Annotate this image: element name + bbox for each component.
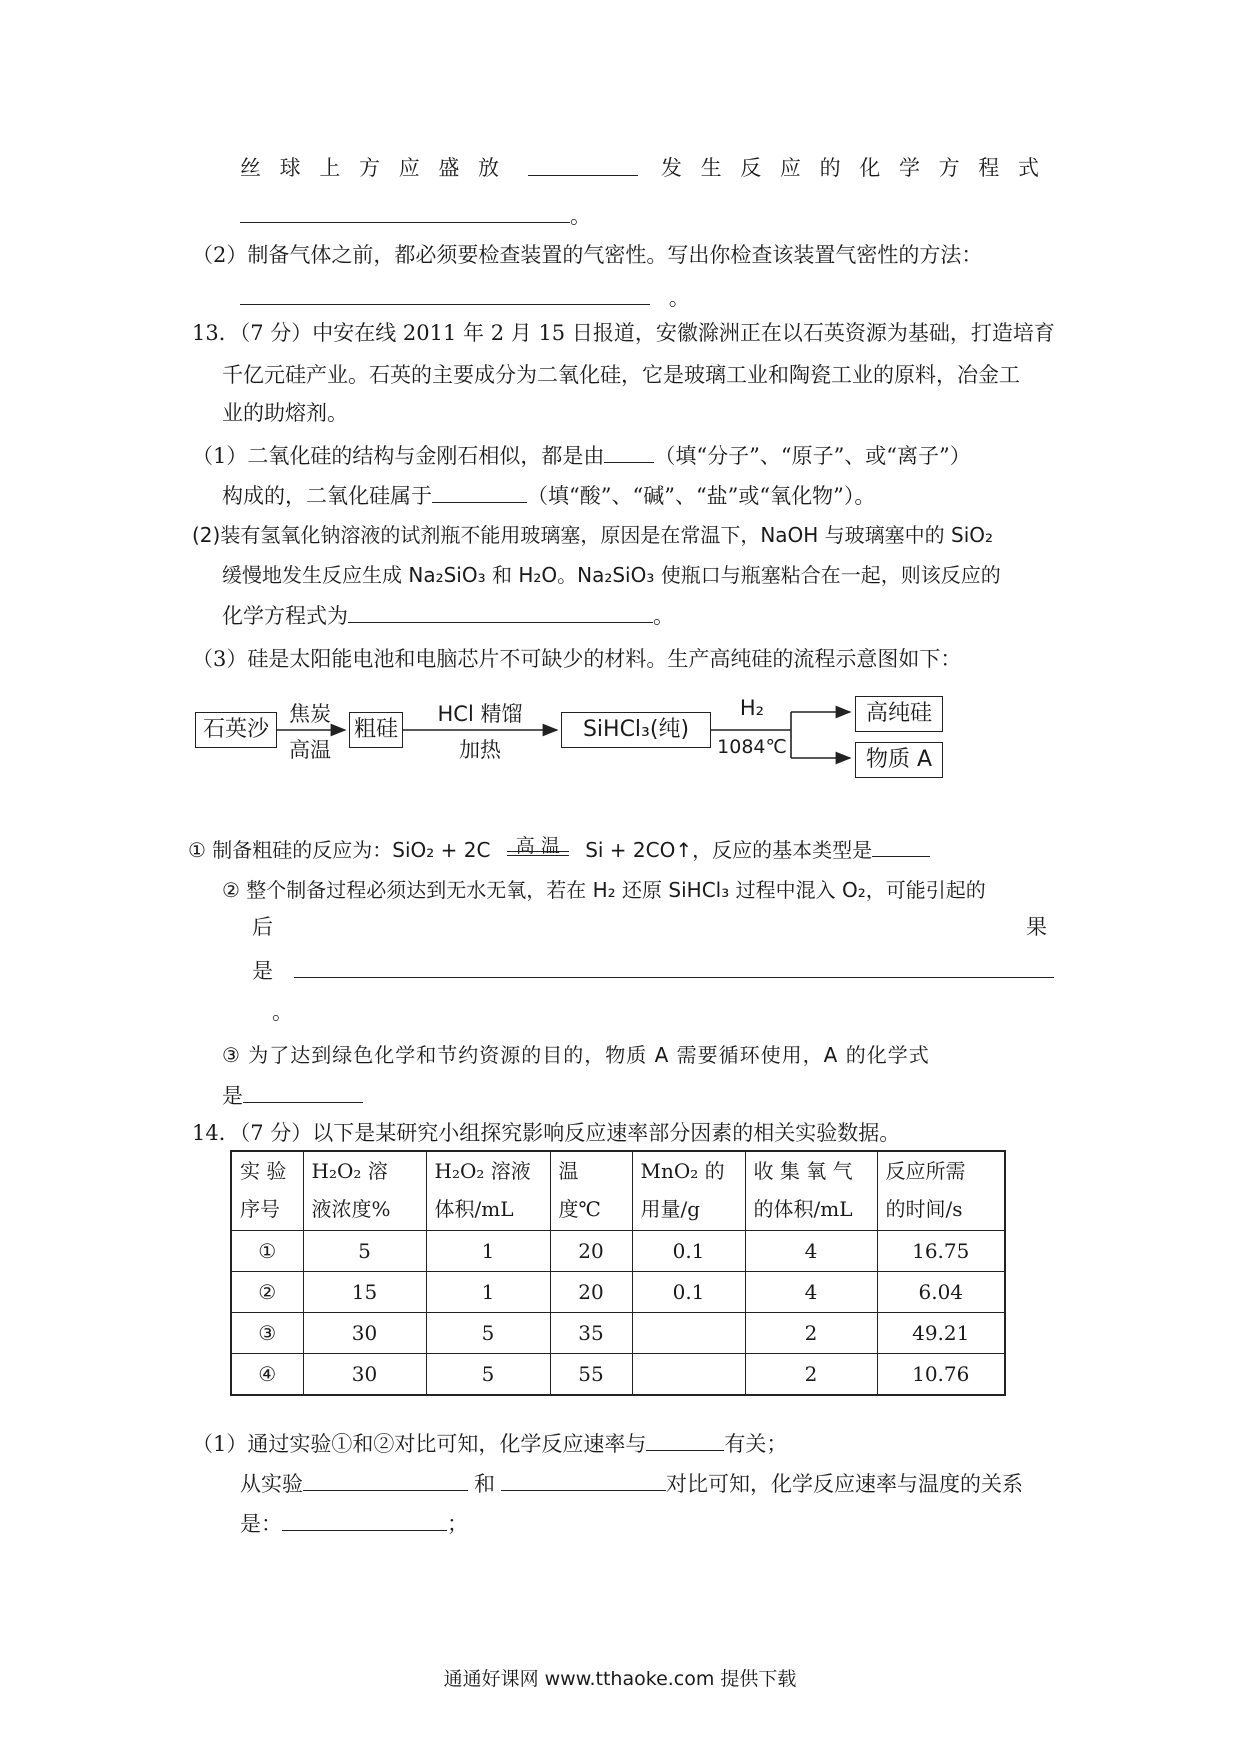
table-cell[interactable] <box>632 1354 745 1396</box>
q13-intro-1: 13．（7 分）中安在线 2011 年 2 月 15 日报道，安徽滁洲正在以石英资源为基础，打造培育 <box>192 321 1055 345</box>
q13-sub2-line2 <box>252 912 1047 942</box>
experiment-data-table <box>230 1150 1006 1396</box>
table-row <box>231 1231 1005 1272</box>
table-cell: 2 <box>745 1313 877 1354</box>
silicon-production-flowchart <box>195 696 955 790</box>
q14-a2-pre: 从实验 <box>240 1472 303 1496</box>
table-cell: 49.21 <box>877 1313 1005 1354</box>
q13-sub1 <box>188 834 930 865</box>
table-header-cell: H₂O₂ 溶液 体积/mL <box>426 1151 550 1231</box>
q14-answer-1 <box>192 1428 787 1459</box>
answer-blank[interactable] <box>646 1428 724 1451</box>
table-header-cell: H₂O₂ 溶 液浓度% <box>303 1151 426 1231</box>
flow-arrow-2-bottom: 加热 <box>459 738 501 762</box>
q13-part3-intro: （3）硅是太阳能电池和电脑芯片不可缺少的材料。生产高纯硅的流程示意图如下： <box>192 647 962 671</box>
flow-box-substance-a: 物质 A <box>855 742 943 778</box>
q13-part2-line1: (2)装有氢氧化钠溶液的试剂瓶不能用玻璃塞，原因是在常温下，NaOH 与玻璃塞中的 SiO₂ <box>192 523 994 547</box>
q14-a2-post: 对比可知，化学反应速率与温度的关系 <box>666 1472 1023 1496</box>
q14-a3-end: ； <box>447 1512 468 1536</box>
q13-s1-post: Si + 2CO↑，反应的基本类型是 <box>585 838 873 862</box>
table-cell: 30 <box>303 1313 426 1354</box>
flow-box-sihcl3: SiHCl₃(纯) <box>561 712 711 748</box>
table-row <box>231 1272 1005 1313</box>
table-cell: ④ <box>231 1354 303 1396</box>
answer-blank[interactable] <box>282 1508 447 1531</box>
table-cell: 0.1 <box>632 1272 745 1313</box>
flow-box-crude-silicon: 粗硅 <box>349 712 403 748</box>
q13-p1a-post: （填“分子”、“原子”、或“离子”） <box>654 444 971 468</box>
answer-blank[interactable] <box>348 600 653 623</box>
table-cell: ② <box>231 1272 303 1313</box>
answer-blank[interactable] <box>528 153 638 176</box>
q14-a2-mid: 和 <box>474 1472 495 1496</box>
flow-box-quartz-sand: 石英沙 <box>195 712 277 748</box>
table-header-cell: 收 集 氧 气 的体积/mL <box>745 1151 877 1231</box>
q13-s2c: 是 <box>252 959 273 983</box>
flow-arrow-1-bottom: 高温 <box>289 738 331 762</box>
q13-part1-line2 <box>222 480 875 511</box>
q13-p1b-pre: 构成的，二氧化硅属于 <box>222 484 432 508</box>
table-cell: 30 <box>303 1354 426 1396</box>
table-cell: 16.75 <box>877 1231 1005 1272</box>
table-cell: 1 <box>426 1272 550 1313</box>
q14-a1-pre: （1）通过实验①和②对比可知，化学反应速率与 <box>192 1432 647 1456</box>
answer-blank[interactable] <box>872 834 930 857</box>
q13-sub3-line2 <box>222 1080 363 1111</box>
answer-blank[interactable] <box>240 282 650 305</box>
top-line-2 <box>240 200 591 231</box>
q13-intro-3: 业的助熔剂。 <box>222 401 348 425</box>
table-cell: ① <box>231 1231 303 1272</box>
table-cell: 0.1 <box>632 1231 745 1272</box>
answer-blank[interactable] <box>432 480 527 503</box>
q13-intro-2: 千亿元硅产业。石英的主要成分为二氧化硅，它是玻璃工业和陶瓷工业的原料，冶金工 <box>222 363 1020 387</box>
table-header-cell: MnO₂ 的 用量/g <box>632 1151 745 1231</box>
flow-arrow-3-bottom: 1084℃ <box>717 736 787 758</box>
answer-blank[interactable] <box>240 200 570 223</box>
q14-answer-2 <box>240 1468 1023 1499</box>
q13-s2b-right: 果 <box>1026 915 1047 939</box>
question-12-2: （2）制备气体之前，都必须要检查装置的气密性。写出你检查该装置气密性的方法： <box>192 243 983 267</box>
table-cell: 4 <box>745 1272 877 1313</box>
top-line-1-text: 丝 球 上 方 应 盛 放 <box>240 156 506 180</box>
period: 。 <box>653 604 674 628</box>
table-cell: 15 <box>303 1272 426 1313</box>
q13-s1-pre: ① 制备粗硅的反应为：SiO₂ + 2C <box>188 838 491 862</box>
q13-part1-line1 <box>192 440 971 471</box>
q13-p2c-pre: 化学方程式为 <box>222 604 348 628</box>
q13-sub3-line1: ③ 为了达到绿色化学和节约资源的目的，物质 A 需要循环使用，A 的化学式 <box>222 1043 930 1067</box>
answer-blank[interactable] <box>604 440 654 463</box>
table-cell: 1 <box>426 1231 550 1272</box>
table-cell: 35 <box>550 1313 632 1354</box>
answer-blank[interactable] <box>294 955 1054 978</box>
table-header-cell: 反应所需 的时间/s <box>877 1151 1005 1231</box>
q13-s2b-left: 后 <box>252 915 273 939</box>
question-12-2-answer <box>240 282 690 313</box>
page-footer: 通通好课网 www.tthaoke.com 提供下载 <box>443 1668 797 1690</box>
q13-p1b-post: （填“酸”、“碱”、“盐”或“氧化物”）。 <box>527 484 876 508</box>
q13-part2-line2: 缓慢地发生反应生成 Na₂SiO₃ 和 H₂O。Na₂SiO₃ 使瓶口与瓶塞粘合在一起，则该反应的 <box>222 563 1001 587</box>
top-line-1 <box>240 153 1045 183</box>
table-cell: 55 <box>550 1354 632 1396</box>
table-header-cell: 温 度℃ <box>550 1151 632 1231</box>
table-cell: ③ <box>231 1313 303 1354</box>
table-cell: 5 <box>303 1231 426 1272</box>
table-cell: 20 <box>550 1231 632 1272</box>
period: 。 <box>570 204 591 228</box>
answer-blank[interactable] <box>303 1468 468 1491</box>
q13-sub2-line4: 。 <box>272 1000 293 1024</box>
table-cell: 4 <box>745 1231 877 1272</box>
reaction-condition-label: 高 温 <box>515 835 560 857</box>
table-row <box>231 1313 1005 1354</box>
q14-a1-post: 有关； <box>724 1432 788 1456</box>
flow-arrow-2-top: HCl 精馏 <box>437 702 523 726</box>
table-cell: 6.04 <box>877 1272 1005 1313</box>
flow-box-pure-silicon: 高纯硅 <box>855 696 943 732</box>
table-cell[interactable] <box>632 1313 745 1354</box>
flow-arrow-1-top: 焦炭 <box>289 702 331 726</box>
answer-blank[interactable] <box>243 1080 363 1103</box>
table-cell: 10.76 <box>877 1354 1005 1396</box>
table-row <box>231 1354 1005 1396</box>
q13-sub2-line3 <box>252 955 1054 986</box>
table-cell: 5 <box>426 1354 550 1396</box>
table-cell: 2 <box>745 1354 877 1396</box>
q13-part2-line3 <box>222 600 674 631</box>
table-header-row <box>231 1151 1005 1231</box>
q14-a3-pre: 是： <box>240 1512 282 1536</box>
table-cell: 20 <box>550 1272 632 1313</box>
q13-s3b: 是 <box>222 1084 243 1108</box>
q13-p1a-pre: （1）二氧化硅的结构与金刚石相似，都是由 <box>192 444 605 468</box>
table-cell: 5 <box>426 1313 550 1354</box>
q14-intro: 14．（7 分）以下是某研究小组探究影响反应速率部分因素的相关实验数据。 <box>192 1121 901 1145</box>
top-line-1-tail: 发 生 反 应 的 化 学 方 程 式 <box>660 156 1045 180</box>
flow-arrow-3-top: H₂ <box>739 696 765 720</box>
period: 。 <box>668 286 690 310</box>
answer-blank[interactable] <box>501 1468 666 1491</box>
q13-sub2-line1: ② 整个制备过程必须达到无水无氧，若在 H₂ 还原 SiHCl₃ 过程中混入 O₂，可能引起的 <box>222 878 986 902</box>
table-header-cell: 实 验 序号 <box>231 1151 303 1231</box>
q14-answer-3 <box>240 1508 468 1539</box>
